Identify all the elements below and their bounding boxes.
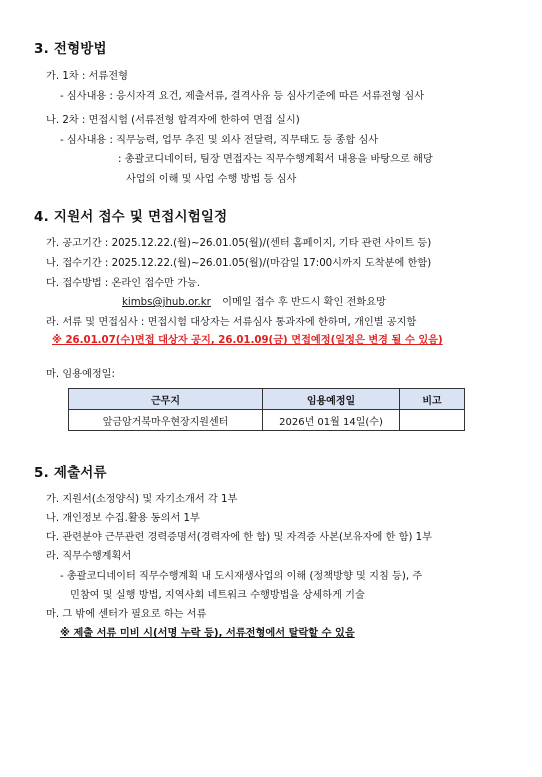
cell-appointment-date: 2026년 01월 14일(수) <box>263 410 400 431</box>
doc-item-5: 마. 그 밖에 센터가 필요로 하는 서류 <box>46 609 207 620</box>
table-row <box>69 410 465 431</box>
second-round-content-3: 사업의 이해 및 사업 수행 방법 등 심사 <box>126 174 297 185</box>
doc-item-1: 가. 지원서(소정양식) 및 자기소개서 각 1부 <box>46 494 238 505</box>
header-workplace: 근무지 <box>69 389 263 410</box>
header-appointment-date: 임용예정일 <box>263 389 400 410</box>
second-round-content-1: - 심사내용 : 직무능력, 업무 추진 및 외사 전달력, 직무태도 등 종합 심사 <box>60 135 379 146</box>
cell-remarks <box>400 410 465 431</box>
section-5-title: 5. 제출서류 <box>34 465 107 481</box>
email-link[interactable]: kimbs@jhub.or.kr <box>122 297 211 308</box>
doc-item-3: 다. 관련분야 근무관련 경력증명서(경력자에 한 함) 및 자격증 사본(보유자에 한 함) 1부 <box>46 532 432 543</box>
email-line <box>122 296 386 310</box>
doc-item-2: 나. 개인정보 수집.활용 동의서 1부 <box>46 513 200 524</box>
interview-review: 라. 서류 및 면접심사 : 면접시험 대상자는 서류심사 통과자에 한하며, 개인별 공지함 <box>46 317 417 328</box>
receipt-method: 다. 접수방법 : 온라인 접수만 가능. <box>46 278 201 289</box>
first-round-content: - 심사내용 : 응시자격 요건, 제출서류, 결격사유 등 심사기준에 따른 서류전형 심사 <box>60 91 425 102</box>
header-remarks: 비고 <box>400 389 465 410</box>
section-3-title: 3. 전형방법 <box>34 41 107 57</box>
appointment-label: 마. 임용예정일: <box>46 369 115 380</box>
plan-detail-1: - 총괄코디네이터 직무수행계획 내 도시재생사업의 이해 (정책방향 및 지침 등), 주 <box>60 571 423 582</box>
first-round: 가. 1차 : 서류전형 <box>46 71 128 82</box>
section-4-title: 4. 지원서 접수 및 면접시험일정 <box>34 209 228 225</box>
plan-detail-2: 민참여 및 실행 방법, 지역사회 네트워크 수행방법을 상세하게 기술 <box>70 590 365 601</box>
email-note: 이메일 접수 후 반드시 확인 전화요망 <box>222 297 386 308</box>
receipt-period: 나. 접수기간 : 2025.12.22.(월)~26.01.05(월)/(마감일 17:00시까지 도착분에 한함) <box>46 258 432 269</box>
table-header-row <box>69 389 465 410</box>
cell-workplace: 앞금암거북마우현장지원센터 <box>69 410 263 431</box>
notice-period: 가. 공고기간 : 2025.12.22.(월)~26.01.05(월)/(센터 홈페이지, 기타 관련 사이트 등) <box>46 238 432 249</box>
submission-warning: ※ 제출 서류 미비 시(서명 누락 등), 서류전형에서 탈락할 수 있음 <box>60 628 355 639</box>
second-round-content-2: : 총괄코디네이터, 팀장 면접자는 직무수행계획서 내용을 바탕으로 해당 <box>118 154 433 165</box>
doc-item-4: 라. 직무수행계획서 <box>46 551 132 562</box>
second-round: 나. 2차 : 면접시험 (서류전형 합격자에 한하여 면접 실시) <box>46 115 300 126</box>
interview-notice: ※ 26.01.07(수)면접 대상자 공지, 26.01.09(금) 면접예정(일정은 변경 될 수 있음) <box>52 335 443 346</box>
appointment-table <box>68 388 465 431</box>
